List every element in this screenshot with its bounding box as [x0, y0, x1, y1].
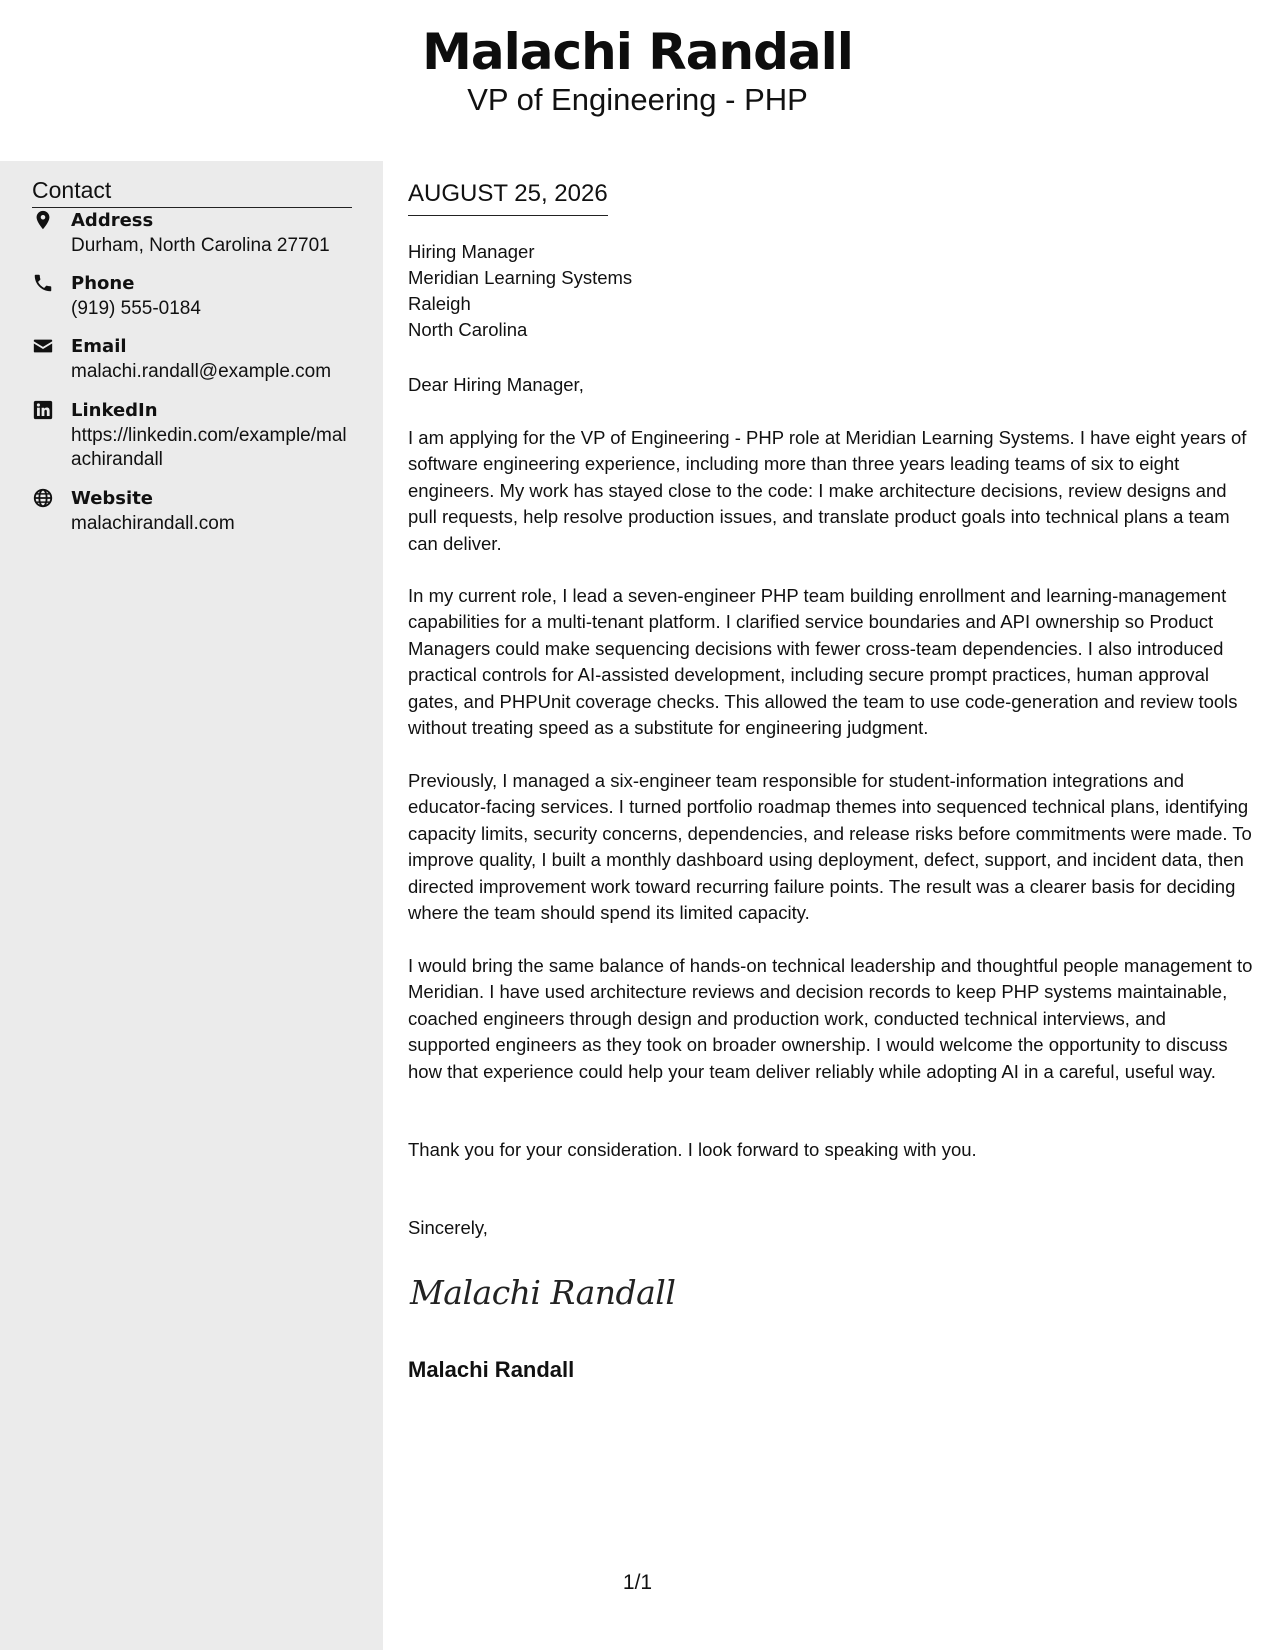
email-value: malachi.randall@example.com — [71, 361, 332, 382]
contact-heading: Contact — [32, 175, 352, 208]
envelope-icon — [32, 335, 56, 359]
recipient-line: Meridian Learning Systems — [408, 267, 633, 288]
paragraph: I am applying for the VP of Engineering - PHP role at Meridian Learning Systems. I have eight years of software engineering experience, including more than three years leading teams of six to eight engineers. My work has stayed close to the code: I make architecture decisions, review designs and pull requests, help resolve production issues, and translate product goals into technical plans a team can deliver. — [408, 427, 1247, 554]
globe-icon — [32, 487, 56, 511]
linkedin-icon — [32, 399, 56, 423]
address-value: Durham, North Carolina 27701 — [71, 235, 330, 256]
linkedin-value: https://linkedin.com/example/malachirandall — [71, 425, 347, 470]
salutation: Dear Hiring Manager, — [408, 374, 584, 395]
phone-icon — [32, 272, 56, 296]
address-label: Address — [71, 210, 154, 231]
signer-name: Malachi Randall — [408, 1357, 575, 1382]
paragraph: Thank you for your consideration. I look forward to speaking with you. — [408, 1139, 977, 1160]
contact-sidebar — [0, 161, 383, 1650]
linkedin-label: LinkedIn — [71, 400, 158, 421]
location-pin-icon — [32, 209, 56, 233]
paragraph: I would bring the same balance of hands-on technical leadership and thoughtful people management to Meridian. I have used architecture reviews and decision records to keep PHP systems maintainable, coached engineers through design and production work, conducted technical interviews, and supported engineers as they took on broader ownership. I would welcome the opportunity to discuss how that experience could help your team deliver reliably while adopting AI in a careful, useful way. — [408, 955, 1253, 1082]
job-title: VP of Engineering - PHP — [467, 82, 808, 117]
header — [0, 0, 1275, 161]
page-number: 1/1 — [622, 1571, 653, 1594]
signature-text: Malachi Randall — [410, 1273, 676, 1312]
applicant-name: Malachi Randall — [422, 23, 853, 81]
recipient-line: North Carolina — [408, 319, 528, 340]
recipient-line: Hiring Manager — [408, 241, 535, 262]
recipient-block — [408, 239, 632, 343]
closing: Sincerely, — [408, 1217, 488, 1238]
email-label: Email — [71, 336, 127, 357]
phone-value: (919) 555-0184 — [71, 298, 201, 319]
paragraph: In my current role, I lead a seven-engineer PHP team building enrollment and learning-management capabilities for a multi-tenant platform. I clarified service boundaries and API ownership so Product Managers could make sequencing decisions with fewer cross-team dependencies. I also introduced practical controls for AI-assisted development, including secure prompt practices, human approval gates, and PHPUnit coverage checks. This allowed the team to use code-generation and review tools without treating speed as a substitute for engineering judgment. — [408, 585, 1238, 739]
letter-date: AUGUST 25, 2026 — [408, 179, 608, 216]
signature — [408, 1266, 678, 1318]
website-label: Website — [71, 488, 154, 509]
website-value: malachirandall.com — [71, 513, 235, 534]
recipient-line: Raleigh — [408, 293, 471, 314]
paragraph: Previously, I managed a six-engineer team responsible for student-information integrations and educator-facing services. I turned portfolio roadmap themes into sequenced technical plans, identifying capacity limits, security concerns, dependencies, and release risks before commitments were made. To improve quality, I built a monthly dashboard using deployment, defect, support, and incident data, then directed improvement work toward recurring failure points. The result was a clearer basis for deciding where the team should spend its limited capacity. — [408, 770, 1252, 924]
phone-label: Phone — [71, 273, 135, 294]
